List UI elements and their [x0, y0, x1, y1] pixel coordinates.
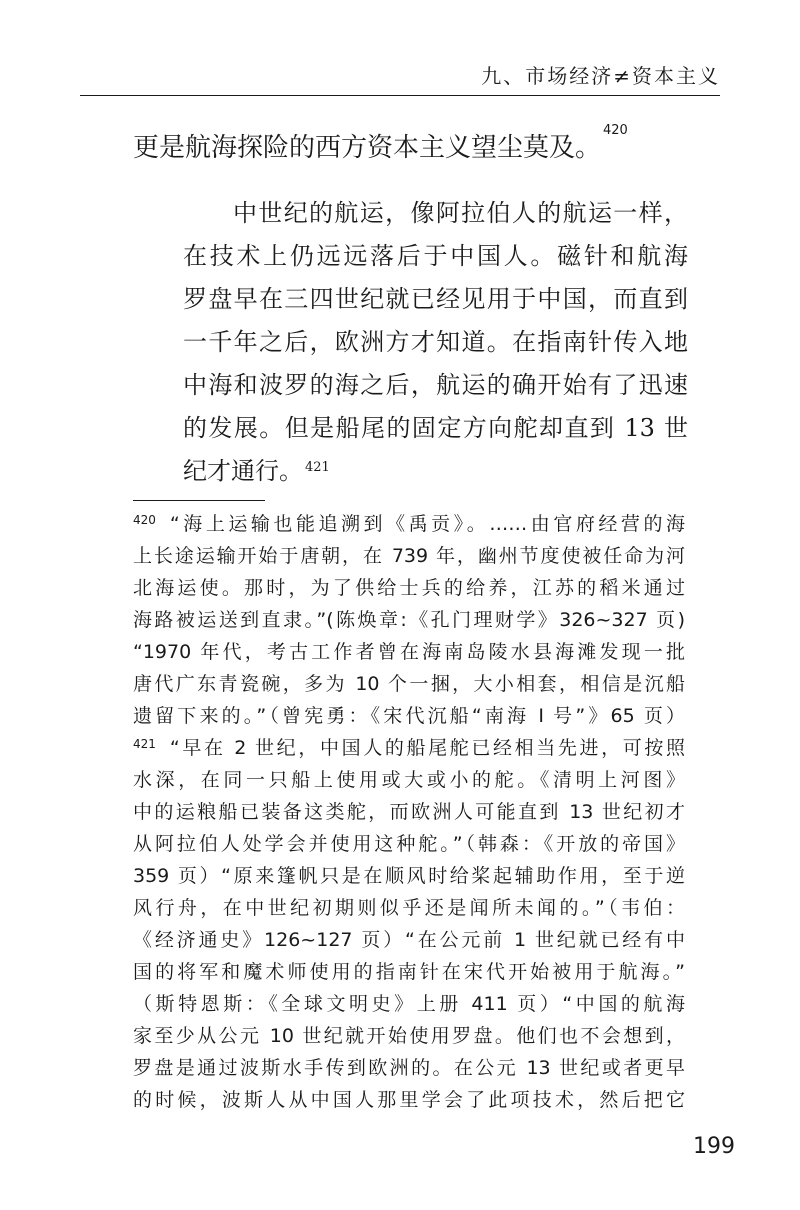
quote-line: 中世纪的航运，像阿拉伯人的航运一样，	[233, 199, 688, 227]
footnote-line: 海路被运送到直隶。”(陈焕章:《孔门理财学》326~327 页)	[133, 609, 685, 631]
footnote-text: “海上运输也能追溯到《禹贡》。……由官府经营的海	[169, 513, 685, 535]
footnote-line: 唐代广东青瓷碗，多为 10 个一捆，大小相套，相信是沉船	[133, 673, 685, 695]
quote-text: 纪才通行。	[183, 457, 303, 485]
header-rule	[80, 95, 720, 96]
quote-line: 一千年之后，欧洲方才知道。在指南针传入地	[183, 328, 688, 356]
quote-line: 的发展。但是船尾的固定方向舵却直到 13 世	[183, 414, 688, 442]
footnote-rule	[133, 500, 265, 501]
footnote-line: （斯特恩斯：《全球文明史》上册 411 页）“中国的航海	[133, 993, 685, 1015]
footnote-ref-421: 421	[305, 460, 330, 475]
footnote-line: 上长途运输开始于唐朝，在 739 年，幽州节度使被任命为河	[133, 545, 685, 567]
footnote-text: “早在 2 世纪，中国人的船尾舵已经相当先进，可按照	[169, 737, 685, 759]
footnote-line: 从阿拉伯人处学会并使用这种舵。”（韩森：《开放的帝国》	[133, 833, 685, 855]
footnote-number-420: 420	[133, 513, 156, 527]
page-number: 199	[693, 1134, 735, 1159]
footnote-line	[133, 508, 685, 540]
quote-line: 罗盘早在三四世纪就已经见用于中国，而直到	[183, 285, 688, 313]
footnote-line: “1970 年代，考古工作者曾在海南岛陵水县海滩发现一批	[133, 641, 685, 663]
quote-line: 在技术上仍远远落后于中国人。磁针和航海	[183, 242, 688, 270]
body-text: 更是航海探险的西方资本主义望尘莫及。	[133, 133, 602, 163]
quote-line-last	[183, 450, 688, 493]
block-quote	[183, 192, 688, 493]
footnote-line: 《经济通史》126~127 页）“在公元前 1 世纪就已经有中	[133, 929, 685, 951]
footnote-line: 家至少从公元 10 世纪就开始使用罗盘。他们也不会想到，	[133, 1025, 685, 1047]
footnotes	[133, 508, 685, 1116]
footnote-line: 国的将军和魔术师使用的指南针在宋代开始被用于航海。”	[133, 961, 685, 983]
footnote-line: 罗盘是通过波斯水手传到欧洲的。在公元 13 世纪或者更早	[133, 1057, 685, 1079]
footnote-line: 遗留下来的。”（曾宪勇：《宋代沉船“南海 I 号”》65 页）	[133, 705, 685, 727]
footnote-ref-420: 420	[603, 123, 628, 138]
quote-line: 中海和波罗的海之后，航运的确开始有了迅速	[183, 371, 688, 399]
footnote-line: 中的运粮船已装备这类舵，而欧洲人可能直到 13 世纪初才	[133, 801, 685, 823]
footnote-line: 水深，在同一只船上使用或大或小的舵。《清明上河图》	[133, 769, 685, 791]
footnote-line: 风行舟，在中世纪初期则似乎还是闻所未闻的。”（韦伯：	[133, 897, 685, 919]
footnote-line: 359 页）“原来篷帆只是在顺风时给桨起辅助作用，至于逆	[133, 865, 685, 887]
footnote-number-421: 421	[133, 737, 156, 751]
footnote-line	[133, 732, 685, 764]
footnote-line: 的时候，波斯人从中国人那里学会了此项技术，然后把它	[133, 1089, 685, 1111]
body-text-line	[133, 123, 628, 164]
running-header: 九、市场经济≠资本主义	[481, 64, 720, 88]
footnote-line: 北海运使。那时，为了供给士兵的给养，江苏的稻米通过	[133, 577, 685, 599]
